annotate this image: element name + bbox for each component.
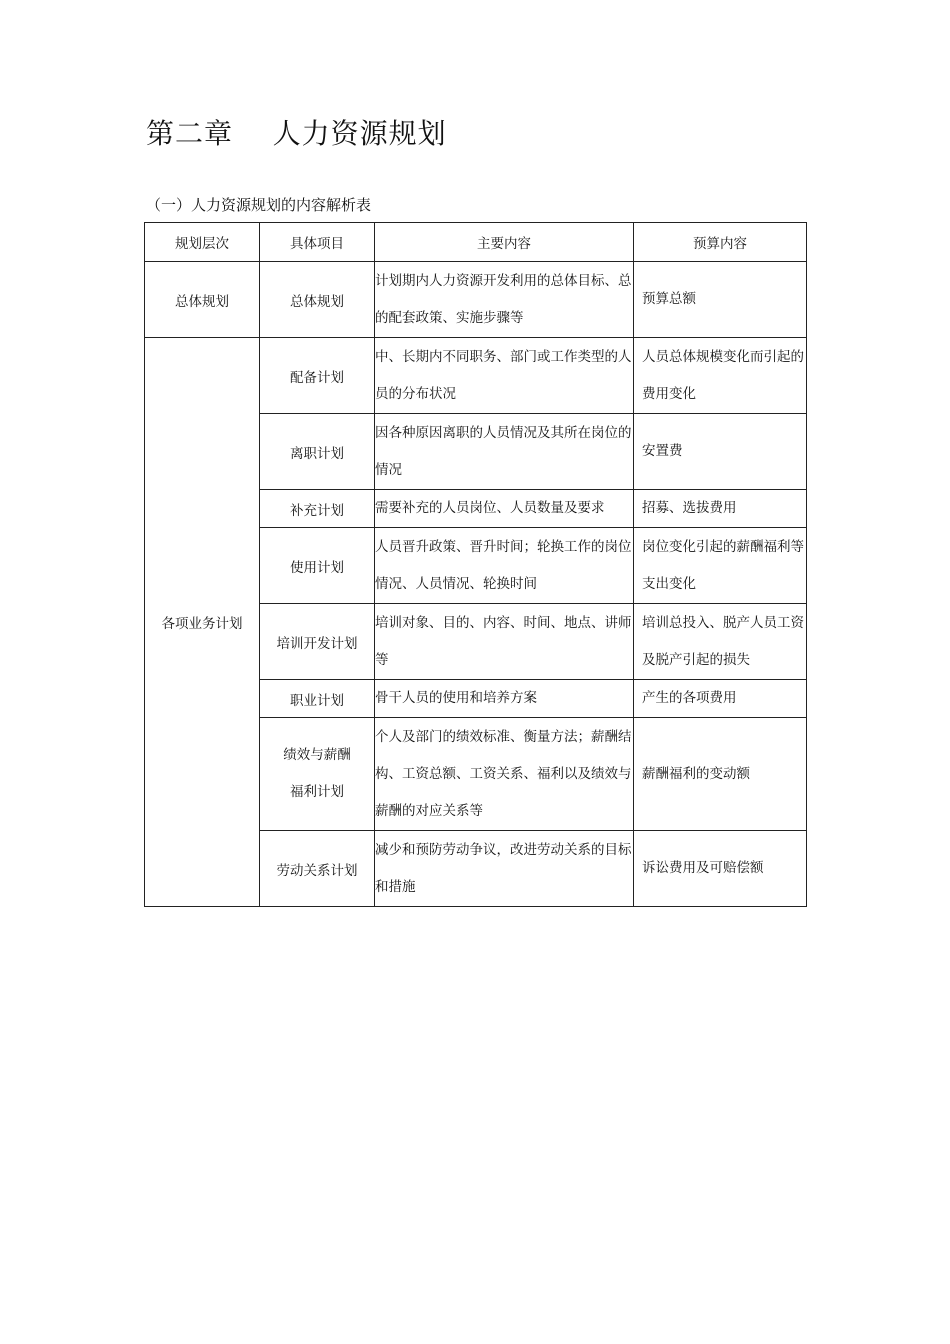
budget-cell: 招募、选拔费用: [634, 490, 807, 528]
budget-cell: 预算总额: [634, 262, 807, 338]
content-cell: 骨干人员的使用和培养方案: [375, 680, 634, 718]
budget-cell: 培训总投入、脱产人员工资及脱产引起的损失: [634, 604, 807, 680]
chapter-title: 第二章 人力资源规划: [146, 117, 447, 150]
budget-cell: 薪酬福利的变动额: [634, 718, 807, 831]
header-content: 主要内容: [375, 223, 634, 262]
content-cell: 计划期内人力资源开发利用的总体目标、总的配套政策、实施步骤等: [375, 262, 634, 338]
budget-cell: 产生的各项费用: [634, 680, 807, 718]
header-budget: 预算内容: [634, 223, 807, 262]
content-cell: 需要补充的人员岗位、人员数量及要求: [375, 490, 634, 528]
table-caption: （一）人力资源规划的内容解析表: [146, 196, 372, 214]
content-cell: 人员晋升政策、晋升时间；轮换工作的岗位情况、人员情况、轮换时间: [375, 528, 634, 604]
header-level: 规划层次: [145, 223, 260, 262]
item-label: 绩效与薪酬福利计划: [283, 747, 351, 800]
hr-planning-table: [144, 222, 807, 907]
budget-cell: 安置费: [634, 414, 807, 490]
budget-cell: 诉讼费用及可赔偿额: [634, 831, 807, 907]
content-cell: 个人及部门的绩效标准、衡量方法；薪酬结构、工资总额、工资关系、福利以及绩效与薪酬的对应关系等: [375, 718, 634, 831]
level-cell: 各项业务计划: [145, 338, 260, 907]
table-header-row: [145, 223, 807, 262]
item-cell: 配备计划: [260, 338, 375, 414]
item-cell: 劳动关系计划: [260, 831, 375, 907]
item-cell: 补充计划: [260, 490, 375, 528]
content-cell: 减少和预防劳动争议，改进劳动关系的目标和措施: [375, 831, 634, 907]
content-cell: 中、长期内不同职务、部门或工作类型的人员的分布状况: [375, 338, 634, 414]
header-item: 具体项目: [260, 223, 375, 262]
budget-cell: 岗位变化引起的薪酬福利等支出变化: [634, 528, 807, 604]
budget-cell: 人员总体规模变化而引起的费用变化: [634, 338, 807, 414]
level-cell: 总体规划: [145, 262, 260, 338]
item-cell: 离职计划: [260, 414, 375, 490]
table-row: [145, 262, 807, 338]
item-cell: [260, 718, 375, 831]
item-cell: 培训开发计划: [260, 604, 375, 680]
item-cell: 使用计划: [260, 528, 375, 604]
item-cell: 总体规划: [260, 262, 375, 338]
content-cell: 培训对象、目的、内容、时间、地点、讲师等: [375, 604, 634, 680]
table-row: [145, 338, 807, 414]
item-cell: 职业计划: [260, 680, 375, 718]
content-cell: 因各种原因离职的人员情况及其所在岗位的情况: [375, 414, 634, 490]
